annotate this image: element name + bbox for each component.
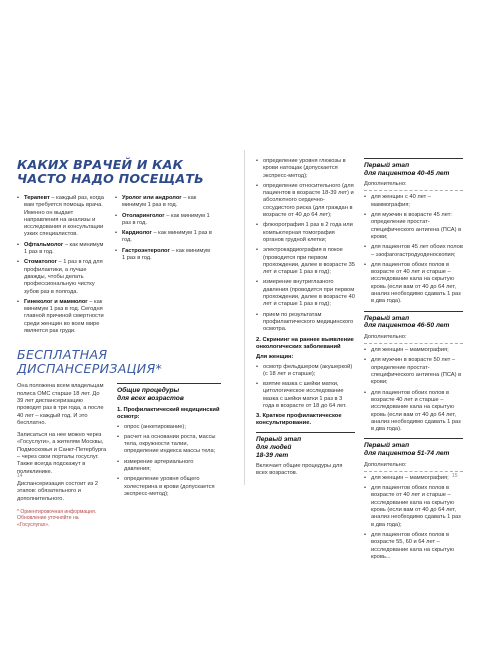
list-item: • осмотр фельдшером (акушеркой) (с 18 лет и старше); — [256, 364, 355, 379]
right-column-1 — [256, 158, 355, 564]
list-item: • опрос (анкетирование); — [117, 424, 221, 431]
doctors-title-line-1: КАКИХ ВРАЧЕЙ И КАК — [17, 157, 184, 172]
dispensary-title-line-1: БЕСПЛАТНАЯ — [17, 347, 108, 363]
list-item: • для пациентов обоих полов в возрасте 55, 60 и 64 лет – исследование кала на скрытую кровь... — [364, 532, 463, 561]
doctor-item: • Терапевт – каждый раз, когда вам требуется помощь врача. Именно он выдает направления на анализы и исследования и консультации узких специалистов. — [17, 195, 107, 239]
doctor-item: • Гинеколог и маммолог – как минимум 1 раз в год. Сегодня главной причиной смертности среди женщин во всем мире является рак груди. — [17, 299, 107, 335]
divider — [364, 190, 463, 191]
left-page — [17, 158, 240, 528]
right-page — [256, 158, 463, 564]
list-item: • взятие мазка с шейки матки, цитологическое исследование мазка с шейки матки 1 раз в 3 года в возрасте от 18 до 64 лет. — [256, 381, 355, 410]
doctor-item: • Отоларинголог – как минимум 1 раз в год. — [115, 213, 213, 228]
list-item: • для женщин – маммография; — [364, 475, 463, 482]
list-item: • определение относительного (для пациентов в возрасте 18-39 лет) и абсолютного сердечно-сосудистого риска (для граждан в возрасте от 40 до 64 лет); — [256, 183, 355, 219]
list-item: • для мужчин в возрасте 45 лет: определение простат-специфического антигена (ПСА) в крови; — [364, 212, 463, 241]
stage-18-39-heading: Первый этап для людей 18-39 лет — [256, 432, 355, 459]
common-procedures-heading: Общие процедуры для всех возрастов — [117, 383, 221, 402]
procedures-continued-list — [256, 158, 355, 334]
doctors-column-1 — [17, 195, 107, 338]
list-item: • измерение внутриглазного давления (проводится при первом прохождении, далее в возрасте 40 лет и старше 1 раз в год); — [256, 279, 355, 308]
profosmotr-list — [117, 424, 221, 499]
additional-label: Дополнительно: — [364, 181, 407, 188]
page-number-left: 14 — [17, 473, 23, 479]
list-item: • прием по результатам профилактического медицинского осмотра. — [256, 312, 355, 334]
doctors-list — [17, 195, 240, 338]
additional-label: Дополнительно: — [364, 461, 407, 468]
list-item: • флюорография 1 раз в 2 года или компьютерная томография органов грудной клетки; — [256, 222, 355, 244]
right-column-2 — [364, 158, 463, 564]
doctors-column-2 — [115, 195, 213, 338]
divider — [364, 471, 463, 472]
doctor-item: • Гастроэнтеролог – как минимум 1 раз в год. — [115, 248, 213, 263]
list-item: • для женщин с 40 лет – маммография; — [364, 194, 463, 209]
stage-46-50-list — [364, 347, 463, 433]
doctor-item: • Офтальмолог – как минимум 1 раз в год. — [17, 242, 107, 257]
intro-paragraph: Диспансеризация состоит из 2 этапов: обязательного и дополнительного. — [17, 480, 98, 502]
list-item: • для пациентов обоих полов в возрасте 40 лет и старше – исследование кала на скрытую кровь (если вам от 40 до 64 лет, анализ необходимо сдавать 1 раз в два года). — [364, 390, 463, 434]
additional-label: Дополнительно: — [364, 333, 407, 340]
common-procedures — [117, 383, 221, 528]
list-item: • для женщин – маммография; — [364, 347, 463, 354]
list-item: • для пациентов обоих полов в возрасте от 40 лет и старше – исследование кала на скрытую кровь (если вам от 40 до 64 лет, анализ необходимо сдавать 1 раз в два года). — [364, 262, 463, 306]
consult-title: 3. Краткое профилактическое консультирование. — [256, 413, 342, 427]
list-item: • для пациентов обоих полов в возрасте от 40 лет и старше – исследование кала на скрытую кровь (если вам от 40 до 64 лет, анализ необходимо сдавать 1 раз в два года); — [364, 485, 463, 529]
women-screening-list — [256, 364, 355, 411]
doctor-item: • Уролог или андролог – как минимум 1 раз в год. — [115, 195, 213, 210]
intro-paragraph: Она положена всем владельцам полиса ОМС старше 18 лет. До 39 лет диспансеризацию проводят раз в три года, а после 40 лет – каждый год. И это бесплатно. — [17, 383, 104, 426]
for-women-label: Для женщин: — [256, 353, 294, 360]
stage-51-74-list — [364, 475, 463, 561]
dispensary-columns — [17, 383, 240, 528]
stage-40-45-list — [364, 194, 463, 305]
list-item: • определение уровня глюкозы в крови натощак (допускается экспресс-метод); — [256, 158, 355, 180]
page-gutter — [244, 150, 245, 485]
intro-paragraph: Записаться на нее можно через «Госуслуги», а жителям Москвы, Подмосковья и Санкт-Петербурга – через свои порталы госуслуг. Также всегда подскажут в поликлинике. — [17, 432, 107, 475]
dispensary-title-line-2: ДИСПАНСЕРИЗАЦИЯ* — [17, 360, 163, 376]
list-item: • электрокардиография в покое (проводится при первом прохождении, далее в возрасте 35 лет и старше 1 раз в год); — [256, 247, 355, 276]
doctors-title — [17, 158, 240, 185]
list-item: • расчет на основании роста, массы тела, окружности талии, определение индекса массы тела; — [117, 434, 221, 456]
profosmotr-title: 1. Профилактический медицинский осмотр: — [117, 406, 220, 420]
doctors-title-line-2: ЧАСТО НАДО ПОСЕЩАТЬ — [17, 170, 204, 186]
list-item: • определение уровня общего холестерина в крови (допускается экспресс-метод); — [117, 476, 221, 498]
doctor-item: • Стоматолог – 1 раз в год для профилактики, а лучше дважды, чтобы делать профессиональную чистку зубов раз в полгода. — [17, 259, 107, 295]
stage-46-50-heading: Первый этап для пациентов 46-50 лет — [364, 311, 463, 330]
stage-18-39-text: Включает общие процедуры для всех возрастов. — [256, 463, 343, 477]
stage-40-45-heading: Первый этап для пациентов 40-45 лет — [364, 158, 463, 177]
screening-title: 2. Скрининг на раннее выявление онкологических заболеваний — [256, 336, 354, 350]
list-item: • измерение артериального давления; — [117, 459, 221, 474]
footnote: * Ориентировочная информация. Обновление уточняйте на «Госуслугах». — [17, 508, 97, 528]
dispensary-intro — [17, 383, 107, 528]
doctor-item: • Кардиолог – как минимум 1 раз в год. — [115, 230, 213, 245]
stage-51-74-heading: Первый этап для пациентов 51-74 лет — [364, 438, 463, 457]
dispensary-title — [17, 348, 240, 375]
page-number-right: 15 — [452, 473, 458, 479]
list-item: • для мужчин в возрасте 50 лет – определение простат-специфического антигена (ПСА) в крови; — [364, 357, 463, 386]
list-item: • для пациентов 45 лет обоих полов – эзофагогастродуоденоскопия; — [364, 244, 463, 259]
divider — [364, 343, 463, 344]
